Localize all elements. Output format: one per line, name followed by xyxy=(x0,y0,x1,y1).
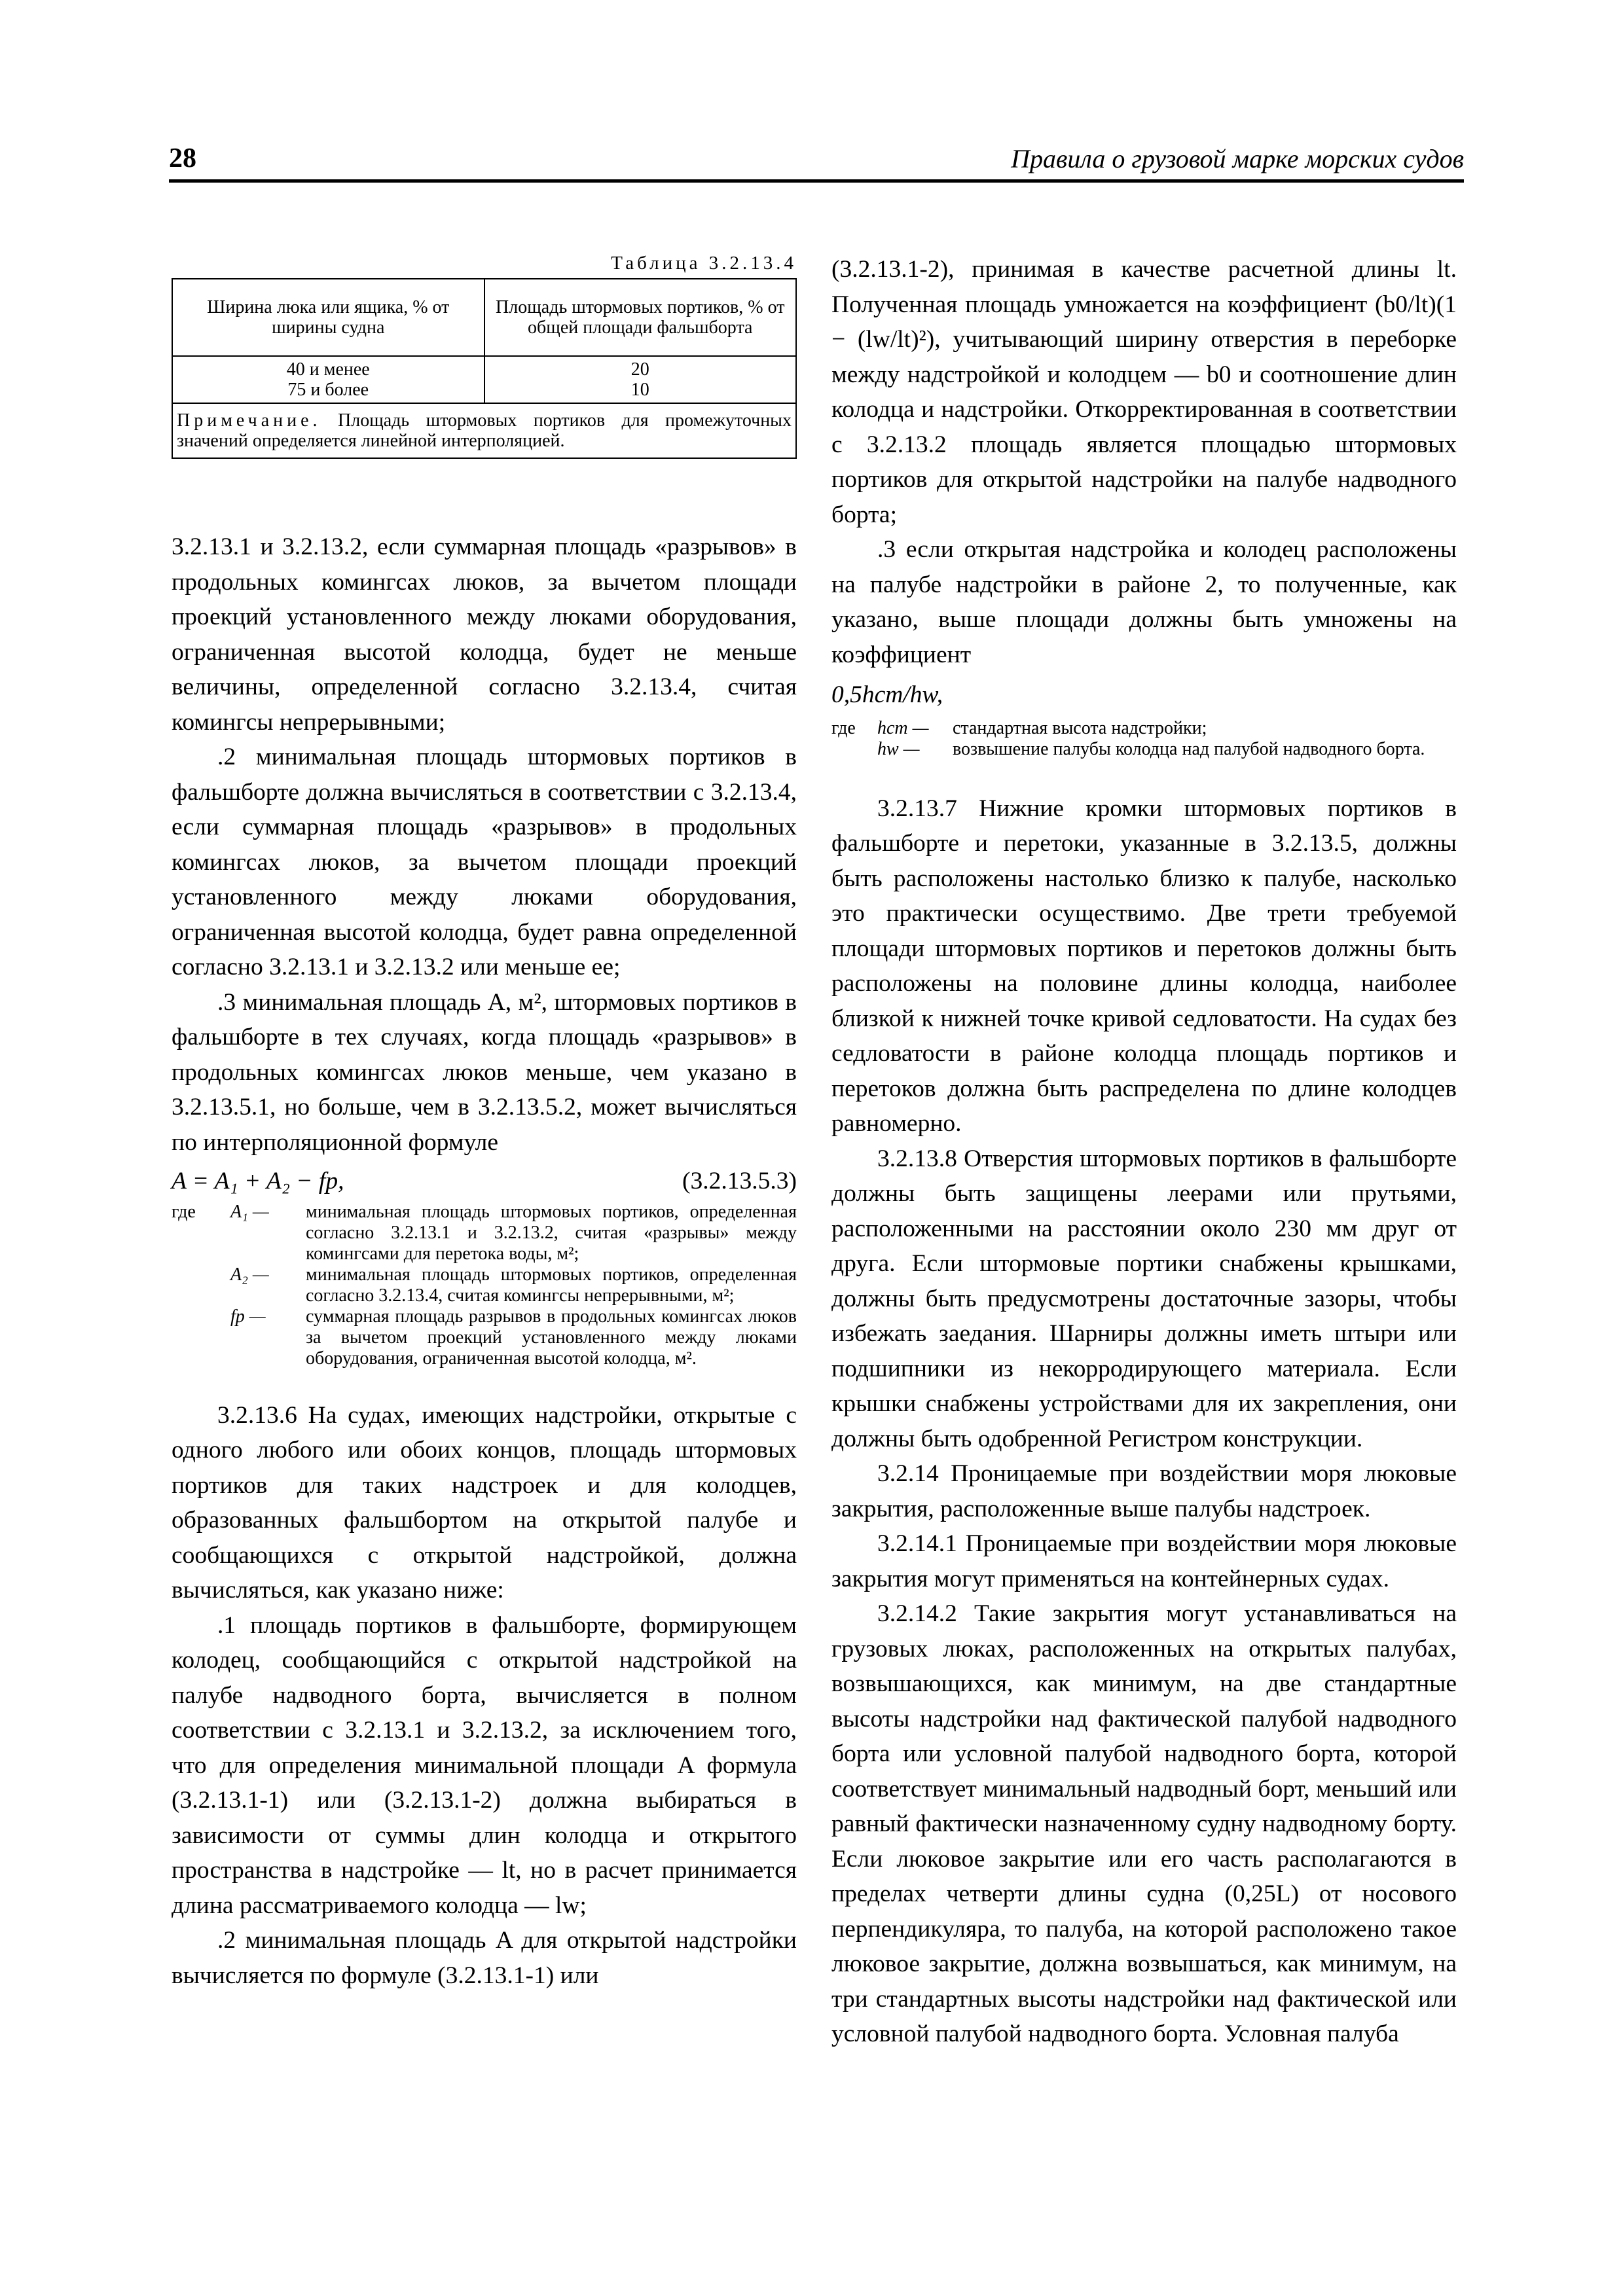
left-paragraph-4: 3.2.13.6 На судах, имеющих надстройки, открытые с одного любого или обоих концов, площадь штормовых портиков для таких надстроек и для колодцев, образованных фальшбортом на открытой палубе и сообщающихся с открытой надстройкой, должна вычисляться, как указано ниже: xyxy=(172,1401,797,1604)
running-title: Правила о грузовой марке морских судов xyxy=(1011,144,1464,173)
table-cell-width xyxy=(172,356,484,403)
right-paragraph-2: .3 если открытая надстройка и колодец расположены на палубе надстройки в районе 2, то полученные, как указано, выше площади должны быть умножены на коэффициент xyxy=(831,536,1457,668)
definition-text: возвышение палубы колодца над палубой надводного борта. xyxy=(953,738,1425,759)
table-note-text: Площадь штормовых портиков для промежуточных значений определяется линейной интерполяцией. xyxy=(177,410,792,451)
table-header-width: Ширина люка или ящика, % от ширины судна xyxy=(172,279,484,356)
definition-a2 xyxy=(172,1265,797,1306)
definition-text: суммарная площадь разрывов в продольных комингсах люков за вычетом проекций установленного между люками оборудования, ограниченная высотой колодца, м². xyxy=(306,1306,797,1369)
left-column xyxy=(172,252,797,1993)
definition-fp xyxy=(172,1306,797,1369)
definition-symbol: hw — xyxy=(877,738,920,759)
definition-symbol: fр — xyxy=(230,1306,266,1327)
right-definitions xyxy=(831,718,1457,760)
table-header-area: Площадь штормовых портиков, % от общей площади фальшборта xyxy=(484,279,797,356)
definition-text: минимальная площадь штормовых портиков, определенная согласно 3.2.13.4, считая комингсы непрерывными, м²; xyxy=(306,1264,797,1306)
right-formula: 0,5hст/hw, xyxy=(831,681,943,708)
data-table xyxy=(172,278,797,459)
definition-symbol: hст — xyxy=(877,717,929,738)
left-paragraph-5: .1 площадь портиков в фальшборте, формирующем колодец, сообщающийся с открытой надстройкой на палубе надводного борта, вычисляется в полном соответствии с 3.2.13.1 и 3.2.13.2, за исключением того, что для определения минимальной площади A формула (3.2.13.1-1) или (3.2.13.1-2) должна выбираться в зависимости от суммы длин колодца и открытого пространства в надстройке — lt, но в расчет принимается длина рассматриваемого колодца — lw; xyxy=(172,1611,797,1919)
definition-symbol: A₂ — xyxy=(230,1264,269,1285)
table-cell-area-1: 20 xyxy=(630,359,649,380)
table-caption: Таблица 3.2.13.4 xyxy=(611,253,797,274)
table-cell-area-2: 10 xyxy=(630,380,649,400)
right-paragraph-1: (3.2.13.1-2), принимая в качестве расчетной длины lt. Полученная площадь умножается на коэффициент (b0/lt)(1 − (lw/lt)²), учитывающий ширину отверстия в переборке между надстройкой и колодцем — b0 и соотношение длин колодца и надстройки. Откорректированная в соответствии с 3.2.13.2 площадь является площадью штормовых портиков для открытой надстройки на палубе надводного борта; xyxy=(831,256,1457,528)
table-cell-width-2: 75 и более xyxy=(287,380,369,400)
definition-symbol: A₁ — xyxy=(230,1201,269,1222)
where-label: где xyxy=(172,1201,196,1222)
right-paragraph-5: 3.2.14 Проницаемые при воздействии моря люковые закрытия, расположенные выше палубы надстроек. xyxy=(831,1460,1457,1522)
table-cell-width-1: 40 и менее xyxy=(286,359,370,380)
definition-a1 xyxy=(172,1202,797,1265)
table-cell-area xyxy=(484,356,797,403)
right-paragraph-3: 3.2.13.7 Нижние кромки штормовых портиков в фальшборте и перетоки, указанные в 3.2.13.5, должны быть расположены настолько близко к палубе, насколько это практически осуществимо. Две трети требуемой площади штормовых портиков и перетоков должны быть расположены на половине длины колодца, наиболее близкой к нижней точке кривой седловатости. На судах без седловатости в районе колодца площадь портиков и перетоков должна быть распределена по длине колодцев равномерно. xyxy=(831,795,1457,1137)
right-paragraph-7: 3.2.14.2 Такие закрытия могут устанавливаться на грузовых люках, расположенных на открытых палубах, возвышающихся, как минимум, на две стандартные высоты надстройки над фактической палубой надводного борта или условной палубой надводного борта, которой соответствует минимальный надводный борт, меньший или равный фактически назначенному судну надводному борту. Если люковое закрытие или его часть располагаются в пределах четверти длины судна (0,25L) от носового перпендикуляра, то палуба, на которой расположено такое люковое закрытие, должна возвышаться, как минимум, на три стандартных высоты надстройки над фактической или условной палубой надводного борта. Условная палуба xyxy=(831,1600,1457,2047)
left-paragraph-2: .2 минимальная площадь штормовых портиков в фальшборте должна вычисляться в соответствии с 3.2.13.4, если суммарная площадь «разрывов» в продольных комингсах люков, за вычетом площади проекций установленного между люками оборудования, ограниченная высотой колодца, будет равна определенной согласно 3.2.13.1 и 3.2.13.2 или меньше ее; xyxy=(172,744,797,980)
table-note xyxy=(172,403,796,458)
right-paragraph-4: 3.2.13.8 Отверстия штормовых портиков в фальшборте должны быть защищены леерами или прутьями, расположенными на расстоянии около 230 мм друг от друга. Если штормовые портики снабжены крышками, должны быть предусмотрены достаточные зазоры, чтобы избежать заедания. Шарниры должны иметь штыри или подшипники из некорродирующего материала. Если крышки снабжены устройствами для их закрепления, они должны быть одобренной Регистром конструкции. xyxy=(831,1145,1457,1452)
definition-text: минимальная площадь штормовых портиков, определенная согласно 3.2.13.1 и 3.2.13.2, считая «разрывы» между комингсами для перетока воды, м²; xyxy=(306,1201,797,1264)
definition-text: стандартная высота надстройки; xyxy=(953,717,1207,738)
formula-3-2-13-5-3 xyxy=(172,1164,797,1199)
right-column xyxy=(831,252,1457,2052)
table-note-label: Примечание. xyxy=(177,410,321,431)
where-label: где xyxy=(831,717,856,738)
formula-text: A = A₁ + A₂ − fр, xyxy=(172,1168,344,1194)
right-paragraph-6: 3.2.14.1 Проницаемые при воздействии моря люковые закрытия могут применяться на контейнерных судах. xyxy=(831,1530,1457,1592)
definition-hw xyxy=(831,739,1457,760)
page-header xyxy=(169,143,1464,183)
left-paragraph-3: .3 минимальная площадь A, м², штормовых портиков в фальшборте в тех случаях, когда площадь «разрывов» в продольных комингсах люков меньше, чем указано в 3.2.13.5.1, но больше, чем в 3.2.13.5.2, может вычисляться по интерполяционной формуле xyxy=(172,988,797,1156)
formula-number: (3.2.13.5.3) xyxy=(682,1168,797,1194)
left-definitions xyxy=(172,1202,797,1369)
definition-hst xyxy=(831,718,1457,739)
left-paragraph-1: 3.2.13.1 и 3.2.13.2, если суммарная площадь «разрывов» в продольных комингсах люков, за вычетом площади проекций установленного между люками оборудования, ограниченная высотой колодца, будет не меньше величины, определенной согласно 3.2.13.4, считая комингсы непрерывными; xyxy=(172,533,797,736)
left-paragraph-6: .2 минимальная площадь A для открытой надстройки вычисляется по формуле (3.2.13.1-1) или xyxy=(172,1927,797,1989)
page-number: 28 xyxy=(169,143,196,173)
table-block xyxy=(172,252,797,459)
